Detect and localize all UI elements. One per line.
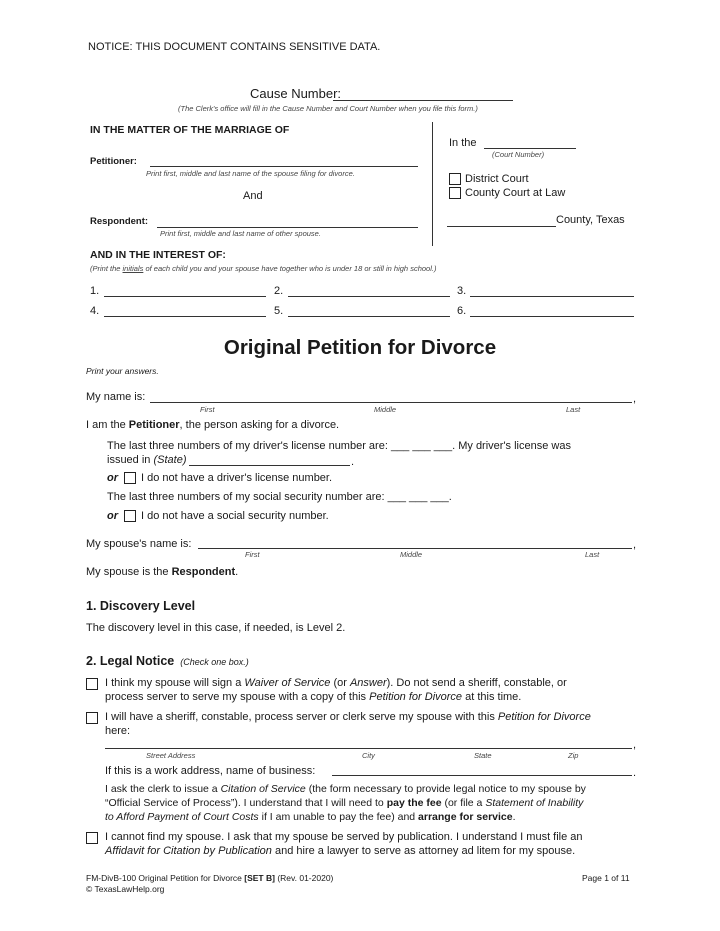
child-6-number: 6.	[457, 305, 467, 317]
county-court-label: County Court at Law	[465, 187, 566, 199]
no-drivers-license-label: I do not have a driver's license number.	[141, 472, 333, 484]
child-5-number: 5.	[274, 305, 284, 317]
court-number-hint: (Court Number)	[492, 150, 545, 159]
address-hint-street: Street Address	[146, 751, 196, 760]
waiver-of-service-checkbox[interactable]	[86, 678, 98, 690]
drivers-license-line: The last three numbers of my driver's license number are: ___ ___ ___. My driver's license was	[107, 440, 571, 452]
spouse-hint-middle: Middle	[400, 550, 423, 559]
spouse-name-label: My spouse's name is:	[86, 538, 192, 550]
publication-service-checkbox[interactable]	[86, 832, 98, 844]
spouse-name-field[interactable]	[198, 548, 632, 549]
or-label-1: or	[107, 472, 118, 484]
address-hint-city: City	[362, 751, 375, 760]
section-1-text: The discovery level in this case, if needed, is Level 2.	[86, 622, 346, 634]
print-answers-note: Print your answers.	[86, 366, 159, 376]
court-number-field[interactable]	[484, 148, 576, 149]
name-hint-first: First	[200, 405, 215, 414]
no-ssn-checkbox[interactable]	[124, 510, 136, 522]
child-1-initials-field[interactable]	[104, 296, 266, 297]
no-ssn-label: I do not have a social security number.	[141, 510, 329, 522]
child-5-initials-field[interactable]	[288, 316, 450, 317]
petitioner-hint: Print first, middle and last name of the spouse filing for divorce.	[146, 169, 355, 178]
district-court-checkbox[interactable]	[449, 173, 461, 185]
ssn-line: The last three numbers of my social security number are: ___ ___ ___.	[107, 491, 452, 503]
interest-note: (Print the initials of each child you and your spouse have together who is under 18 or still in high school.)	[90, 264, 437, 273]
my-name-field[interactable]	[150, 402, 632, 403]
footer-page-number: Page 1 of 11	[582, 873, 630, 883]
child-2-initials-field[interactable]	[288, 296, 450, 297]
matter-heading: IN THE MATTER OF THE MARRIAGE OF	[90, 124, 290, 136]
caption-divider	[432, 122, 433, 246]
citation-line-3: to Afford Payment of Court Costs if I am unable to pay the fee) and arrange for service.	[105, 811, 516, 823]
service-option-line-1: I will have a sheriff, constable, process server or clerk serve my spouse with this Petition for Divorce	[105, 711, 591, 723]
work-address-label: If this is a work address, name of business:	[105, 765, 316, 777]
child-4-initials-field[interactable]	[104, 316, 266, 317]
clerk-note: (The Clerk's office will fill in the Cause Number and Court Number when you file this form.)	[178, 104, 478, 113]
footer-site: © TexasLawHelp.org	[86, 884, 165, 894]
cause-number-field[interactable]	[333, 100, 513, 101]
child-2-number: 2.	[274, 285, 284, 297]
document-title: Original Petition for Divorce	[223, 336, 497, 359]
publication-option-line-2: Affidavit for Citation by Publication and hire a lawyer to serve as attorney ad litem for my spouse.	[105, 845, 576, 857]
respondent-hint: Print first, middle and last name of other spouse.	[160, 229, 321, 238]
footer-form-id: FM-DivB-100 Original Petition for Divorce [SET B] (Rev. 01-2020)	[86, 873, 334, 883]
child-1-number: 1.	[90, 285, 100, 297]
district-court-label: District Court	[465, 173, 529, 185]
name-hint-middle: Middle	[374, 405, 397, 414]
or-label-2: or	[107, 510, 118, 522]
publication-option-line-1: I cannot find my spouse. I ask that my spouse be served by publication. I understand I must file an	[105, 831, 583, 843]
respondent-label: Respondent:	[90, 216, 149, 227]
my-name-label: My name is:	[86, 391, 146, 403]
no-drivers-license-checkbox[interactable]	[124, 472, 136, 484]
section-2-heading: 2. Legal Notice (Check one box.)	[86, 654, 249, 668]
respondent-statement: My spouse is the Respondent.	[86, 566, 239, 578]
official-service-checkbox[interactable]	[86, 712, 98, 724]
in-the-label: In the	[449, 137, 477, 149]
waiver-option-line-1: I think my spouse will sign a Waiver of Service (or Answer). Do not send a sheriff, constable, or	[105, 677, 567, 689]
petitioner-label: Petitioner:	[90, 156, 137, 167]
spouse-hint-first: First	[245, 550, 260, 559]
drivers-license-state-line: issued in (State)	[107, 454, 187, 466]
spouse-hint-last: Last	[585, 550, 600, 559]
and-text: And	[243, 190, 263, 202]
child-3-initials-field[interactable]	[470, 296, 634, 297]
service-address-field[interactable]	[105, 748, 632, 749]
address-hint-state: State	[474, 751, 492, 760]
child-3-number: 3.	[457, 285, 467, 297]
child-6-initials-field[interactable]	[470, 316, 634, 317]
address-hint-zip: Zip	[568, 751, 579, 760]
name-hint-last: Last	[566, 405, 581, 414]
waiver-option-line-2: process server to serve my spouse with a copy of this Petition for Divorce at this time.	[105, 691, 522, 703]
sensitive-data-notice: NOTICE: THIS DOCUMENT CONTAINS SENSITIVE DATA.	[88, 41, 381, 53]
child-4-number: 4.	[90, 305, 100, 317]
section-1-title: 1. Discovery Level	[86, 599, 196, 613]
cause-number-label: Cause Number:	[250, 86, 342, 101]
petitioner-statement: I am the Petitioner, the person asking for a divorce.	[86, 419, 340, 431]
service-option-line-2: here:	[105, 725, 131, 737]
petitioner-name-field[interactable]	[150, 166, 418, 167]
citation-line-2: “Official Service of Process”). I understand that I will need to pay the fee (or file a Statement of Inability	[105, 797, 584, 809]
citation-line-1: I ask the clerk to issue a Citation of Service (the form necessary to provide legal notice to my spouse by	[105, 783, 586, 795]
interest-heading: AND IN THE INTEREST OF:	[90, 249, 226, 261]
county-name-field[interactable]	[447, 226, 556, 227]
county-court-checkbox[interactable]	[449, 187, 461, 199]
respondent-name-field[interactable]	[157, 227, 418, 228]
business-name-field[interactable]	[332, 775, 632, 776]
drivers-license-state-field[interactable]	[189, 465, 350, 466]
county-texas-label: County, Texas	[556, 214, 625, 226]
